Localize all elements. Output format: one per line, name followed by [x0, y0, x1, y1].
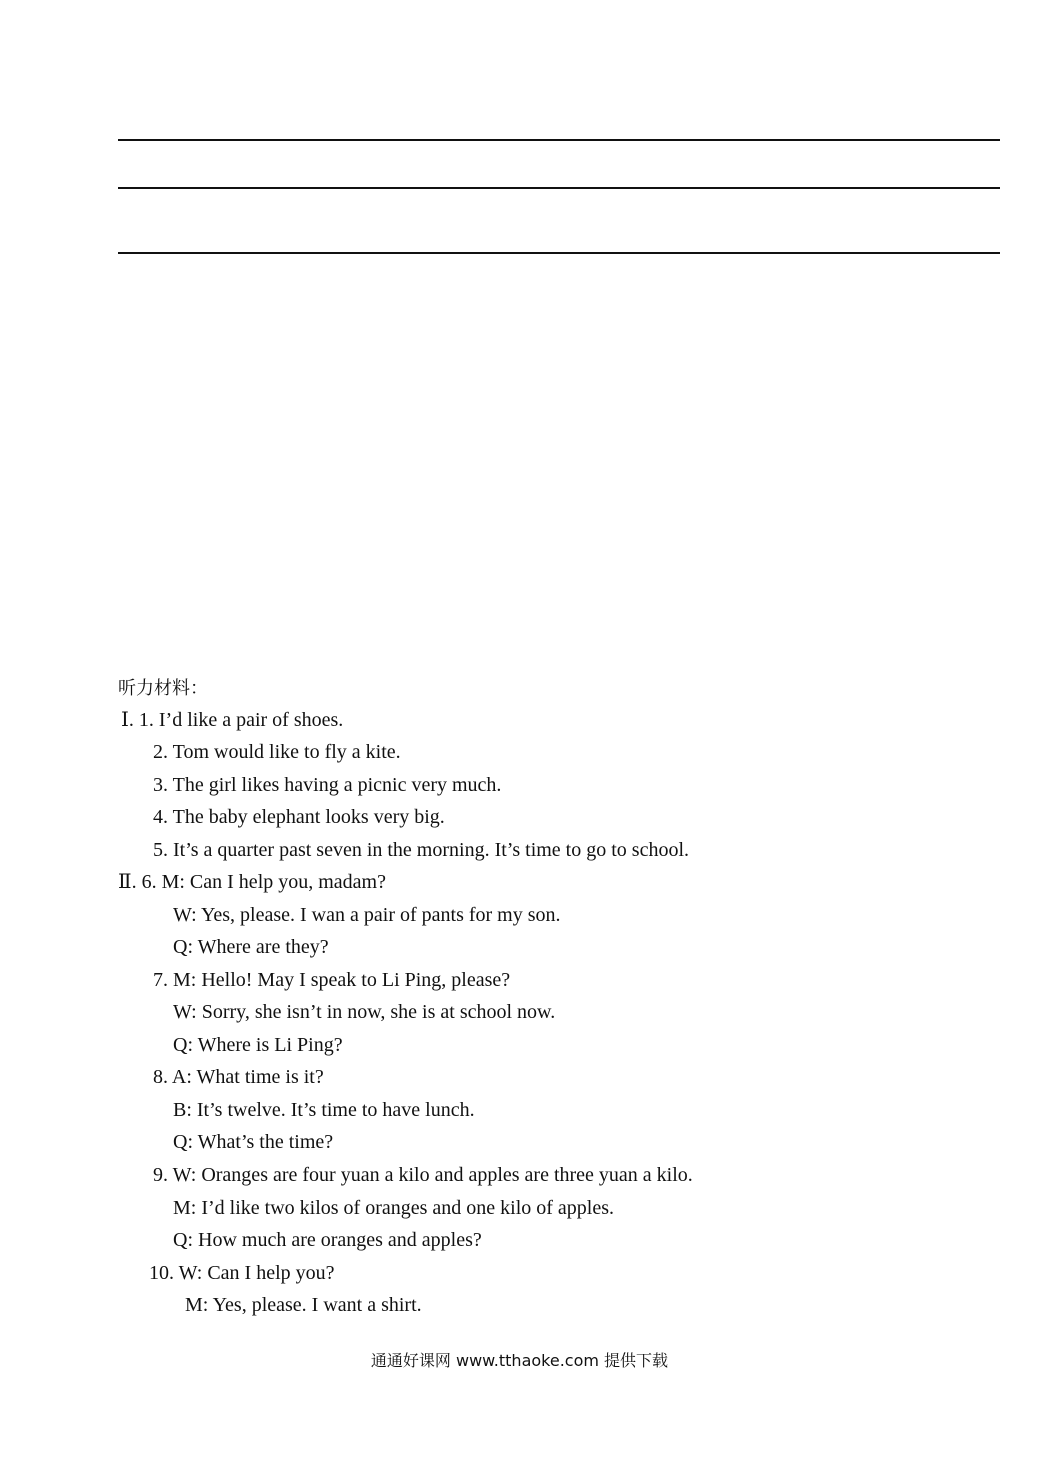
script-line: 5. It’s a quarter past seven in the morning. It’s time to go to school. [153, 839, 690, 861]
answer-line-2 [118, 187, 1000, 189]
script-line: 3. The girl likes having a picnic very much. [153, 774, 502, 796]
script-line: Q: Where are they? [173, 936, 329, 958]
script-line: 2. Tom would like to fly a kite. [153, 741, 401, 763]
script-line: Q: What’s the time? [173, 1131, 334, 1153]
script-line: Q: How much are oranges and apples? [173, 1229, 482, 1251]
script-line: 7. M: Hello! May I speak to Li Ping, please? [153, 969, 511, 991]
script-line: 4. The baby elephant looks very big. [153, 806, 445, 828]
answer-line-1 [118, 139, 1000, 141]
answer-line-3 [118, 252, 1000, 254]
listening-material-heading: 听力材料： [118, 678, 208, 699]
script-line: B: It’s twelve. It’s time to have lunch. [173, 1099, 475, 1121]
script-line: Q: Where is Li Ping? [173, 1034, 343, 1056]
script-line: W: Sorry, she isn’t in now, she is at school now. [173, 1001, 556, 1023]
page-footer: 通通好课网 www.tthaoke.com 提供下载 [370, 1351, 669, 1370]
script-line: 10. W: Can I help you? [149, 1262, 335, 1284]
script-line: M: I’d like two kilos of oranges and one kilo of apples. [173, 1197, 615, 1219]
script-line: 8. A: What time is it? [153, 1066, 324, 1088]
script-line: Ⅱ. 6. M: Can I help you, madam? [118, 871, 386, 893]
script-line: W: Yes, please. I wan a pair of pants for my son. [173, 904, 561, 926]
script-line: M: Yes, please. I want a shirt. [185, 1294, 422, 1316]
script-line: 9. W: Oranges are four yuan a kilo and apples are three yuan a kilo. [153, 1164, 693, 1186]
script-line: Ⅰ. 1. I’d like a pair of shoes. [121, 709, 344, 731]
